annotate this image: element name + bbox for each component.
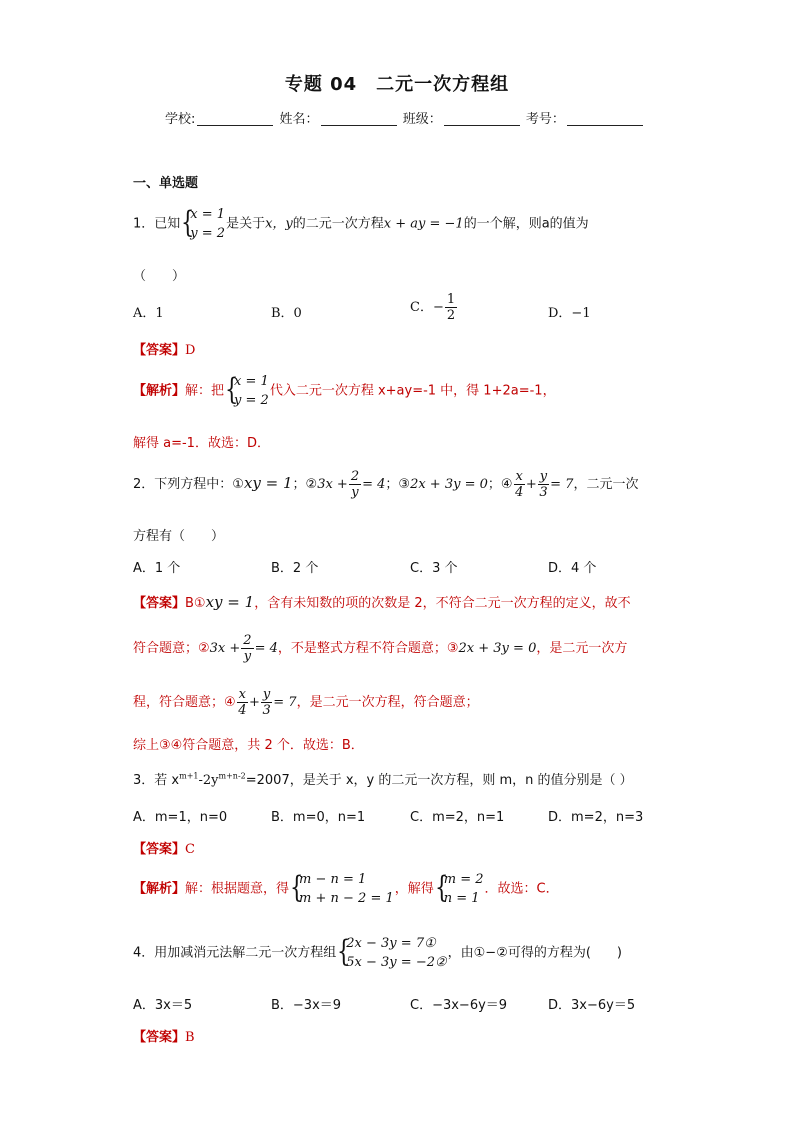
q2-answer-line2: 符合题意；②3x + $\frac{2}{y}$ = 4，不是整式方程不符合题意；③2x + 3y = 0，是二元一次方	[133, 633, 628, 664]
q1-answer: 【答案】D	[133, 343, 196, 358]
q3-option-d[interactable]: D．m=2，n=3	[548, 810, 644, 825]
brace-icon: {	[181, 205, 195, 240]
q2-option-c[interactable]: C．3 个	[410, 561, 458, 576]
q1-option-b[interactable]: B．0	[271, 306, 302, 321]
q3-option-c[interactable]: C．m=2，n=1	[410, 810, 505, 825]
q1-paren: （ ）	[133, 269, 186, 284]
q1-option-a[interactable]: A．1	[133, 306, 164, 321]
q2-line2: 方程有（ ）	[133, 529, 225, 544]
q3-option-a[interactable]: A．m=1，n=0	[133, 810, 228, 825]
q4-answer: 【答案】B	[133, 1030, 195, 1045]
q4-option-c[interactable]: C．−3x−6y＝9	[410, 998, 508, 1013]
q1-system: { x = 1 y = 2	[181, 205, 226, 241]
q3-answer: 【答案】C	[133, 842, 195, 857]
q2-answer-line3: 程，符合题意；④ $\frac{x}{4}$ + $\frac{y}{3}$ = 7，是二元一次方程，符合题意；	[133, 687, 479, 718]
q1-equation: x + ay = −1	[383, 216, 464, 232]
name-blank[interactable]	[321, 111, 397, 126]
section-title: 一、单选题	[133, 176, 199, 191]
student-info-line	[165, 108, 645, 127]
q2-answer-line1: 【答案】B①xy = 1，含有未知数的项的次数是 2，不符合二元一次方程的定义，故不	[133, 593, 631, 611]
q4-option-d[interactable]: D．3x−6y＝5	[548, 998, 636, 1013]
question-1: 1．已知 { x = 1 y = 2 是关于x，y的二元一次方程x + ay = −1的一个解，则a的值为	[133, 205, 589, 241]
q4-option-a[interactable]: A．3x＝5	[133, 998, 193, 1013]
number-label: 考号：	[525, 112, 565, 127]
q3-analysis: 【解析】解：根据题意，得 { m − n = 1 m + n − 2 = 1 ，解得 { m = 2 n = 1 ．故选：C．	[133, 870, 559, 906]
q1-c-fraction: $\frac{1}{2}$	[446, 292, 456, 323]
class-label: 班级：	[402, 112, 442, 127]
q4-option-b[interactable]: B．−3x＝9	[271, 998, 342, 1013]
q1-option-d[interactable]: D．−1	[548, 306, 591, 321]
q2-option-d[interactable]: D．4 个	[548, 561, 597, 576]
question-3: 3．若 $x^{m+1}-2y^{m+n-2}=2007$，是关于 x，y 的二元一次方程，则 m，n 的值分别是（ ）	[133, 771, 633, 788]
question-4: 4．用加减消元法解二元一次方程组 { 2x − 3y = 7① 5x − 3y = −2② ，由①−②可得的方程为( )	[133, 934, 622, 970]
question-2: 2．下列方程中：①xy = 1；②3x + $\frac{2}{y}$ = 4；③2x + 3y = 0；④ $\frac{x}{4}$ + $\frac{y}{3}$ = 7，二元一次	[133, 469, 639, 500]
school-blank[interactable]	[197, 111, 273, 126]
q1-option-c[interactable]: C．− $\frac{1}{2}$	[410, 292, 456, 323]
number-blank[interactable]	[567, 111, 643, 126]
class-blank[interactable]	[444, 111, 520, 126]
q1-analysis-line2: 解得 a=-1．故选：D．	[133, 436, 270, 451]
q1-analysis: 【解析】解：把 { x = 1 y = 2 代入二元一次方程 x+ay=-1 中，得 1+2a=-1，	[133, 372, 556, 408]
school-label: 学校:	[165, 112, 196, 127]
q1-analysis-system: { x = 1 y = 2	[225, 372, 269, 408]
q3-option-b[interactable]: B．m=0，n=1	[271, 810, 366, 825]
name-label: 姓名：	[279, 112, 319, 127]
q1-prefix: 1．已知	[133, 216, 181, 232]
q2-option-b[interactable]: B．2 个	[271, 561, 319, 576]
q2-option-a[interactable]: A．1 个	[133, 561, 181, 576]
page-title: 专题 04 二元一次方程组	[284, 74, 510, 95]
q2-answer-line4: 综上③④符合题意，共 2 个．故选：B．	[133, 738, 364, 753]
